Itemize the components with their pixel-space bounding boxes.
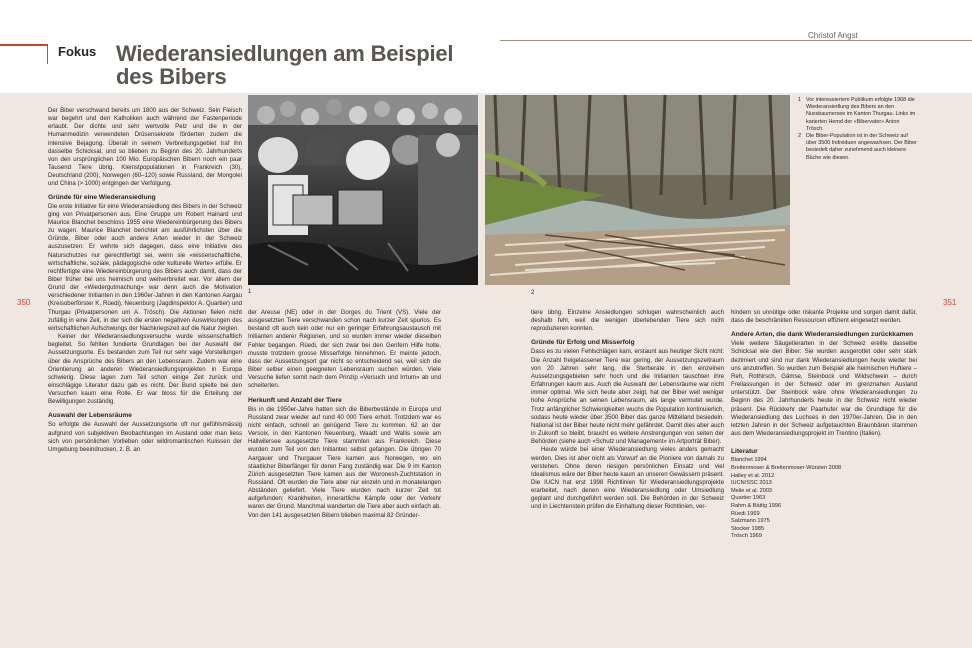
rubric-rule xyxy=(0,44,47,46)
photo-captions xyxy=(798,97,918,162)
paragraph: Die erste Initiative für eine Wiederansiedlung des Bibers in der Schweiz ging von Privatpersonen aus. Eine Gruppe um Robert Hainard und Maurice Blanchet beschloss 1955 eine Wiedereinbürgerung des Bibers zu wagen. Maurice Blanchet berichtet am ausführlichsten über die Gründe, Biber oder auch andere Arten wieder in der Schweiz auszusetzen: Er wehrte sich dagegen, dass eine Initiative des Naturschutzes nur gerechtfertigt sei, wenn sie «wissenschaftliche, wirtschaftliche, soziale, pädagogische oder kulturelle Werte» erfülle. Er rechtfertigte eine Wiedereinbürgerung des Bibers auch damit, dass der Biber früher bei uns heimisch und weitverbreitet war. Vor allem der Grund der «Wiedergutmachung» war denn auch die Motivation verschiedener Initianten in den 1960er-Jahren in den Kantonen Aargau (Kreisoberförster K. Rüedi), Neuenburg (Jagdinspektor A. Quartier) und Thurgau (Privatpersonen um A. Trösch). Die Aktionen fielen nicht zufällig in eine Zeit, in der sich die ersten negativen Auswirkungen des wirtschaftlichen Aufschwungs der Nachkriegszeit auf die Natur zeigten. xyxy=(48,202,242,332)
literature-item: Meile et al. 2003 xyxy=(731,487,773,494)
literature-item: Rahm & Bättig 1996 xyxy=(731,502,782,509)
author-name: Christof Angst xyxy=(808,31,858,40)
text-column-4 xyxy=(731,309,917,541)
text-column-1 xyxy=(48,107,242,454)
rubric-tick xyxy=(47,44,48,64)
rubric-label: Fokus xyxy=(58,44,97,59)
literature-item: Stocker 1985 xyxy=(731,525,764,532)
photo-beaver-release xyxy=(248,95,478,285)
caption-2: 2 Die Biber-Population ist in der Schweiz auf über 3500 Individuen angewachsen. Der Biber besiedelt daher zunehmend auch kleinere Bäche wie diesen. xyxy=(798,133,917,161)
text-column-2 xyxy=(248,309,441,520)
literature-item: Rüedi 1969 xyxy=(731,510,760,517)
literature-item: Halley et al. 2012 xyxy=(731,472,775,479)
title-line-1: Wiederansiedlungen am Beispiel xyxy=(116,41,454,66)
literature-item: Blanchet 1994 xyxy=(731,457,767,464)
paragraph: tiere übrig. Einzelne Ansiedlungen schlugen wahrscheinlich auch deshalb fehl, weil die wenigen überlebenden Tiere sich nicht reproduzieren konnten. xyxy=(531,309,724,333)
paragraph: der Areuse (NE) oder in der Gorges du Trient (VS). Viele der ausgesetzten Tiere verschwanden schon nach kurzer Zeit spurlos. Es bestand oft auch kein oder nur ein geringer Erfahrungsaustausch mit Initianten anderer Regionen, und so wurden immer wieder dieselben Fehler begangen. Rüedi, der sich zwar bei den Genfern Hilfe holte, musste trotzdem grosse Misserfolge hinnehmen. Er meinte jedoch, dass der Aussetzungsort gar nicht so entscheidend sei, weil sich die Biber selber einen geeigneten Lebensraum suchen würden. Viele Versuche liefen somit nach dem Prinzip «Versuch und Irrtum» ab und scheiterten. xyxy=(248,309,441,390)
literature-heading: Literatur xyxy=(731,448,758,456)
literature-item: Breitenmoser & Breitenmoser-Würsten 2008 xyxy=(731,464,842,471)
literature-item: IUCN/SSC 2013 xyxy=(731,480,772,487)
folio-left: 350 xyxy=(17,298,31,307)
heading-lebensraeume: Auswahl der Lebensräume xyxy=(48,412,132,420)
photo-beaver-dam-creek xyxy=(485,95,790,285)
title-line-2: des Bibers xyxy=(116,64,227,89)
paragraph: Dass es zu vielen Fehlschlägen kam, erstaunt aus heutiger Sicht nicht: Die Anzahl freigelassener Tiere war gering, der Aussetzungszeitraum von 20 Jahren sehr lang, die Sterberate in den einzelnen Aussetzungsgebieten sehr hoch und die Initianten tauschten ihre Erfahrungen kaum aus. Auch die Auswahl der Lebensräume war nicht immer optimal. Wie sich heute aber zeigt, hat der Biber weit weniger hohe Ansprüche an seinen Lebensraum, als lange vermutet wurde. Trotz anfänglicher Schwierigkeiten wuchs die Population kontinuierlich, sodass heute wieder über 3500 Biber das ganze Mittelland besiedeln. National ist der Biber heute nicht mehr gefährdet. Damit dies aber auch in Zukunft so bleibt, braucht es weitere Anstrengungen von seiten der Behörden (siehe auch «Schutz und Management» im Artporträt Biber). xyxy=(531,348,724,446)
folio-right: 351 xyxy=(943,298,957,307)
heading-herkunft: Herkunft und Anzahl der Tiere xyxy=(248,396,342,404)
text-column-3 xyxy=(531,309,724,512)
heading-gruende: Gründe für eine Wiederansiedlung xyxy=(48,193,156,201)
heading-erfolg: Gründe für Erfolg und Misserfolg xyxy=(531,339,635,347)
heading-andere-arten: Andere Arten, die dank Wiederansiedlungen zurückkamen xyxy=(731,331,914,339)
photo-2-number: 2 xyxy=(531,290,535,296)
page-title xyxy=(116,42,453,88)
literature-list xyxy=(731,448,917,541)
paragraph: Viele weitere Säugetierarten in der Schweiz ereilte dasselbe Schicksal wie den Biber: Sie wurden ausgerottet oder sehr stark dezimiert und sind nur dank Wiederansiedlungen heute wieder bei uns anzutreffen. So wurden zum Beispiel alle heimischen Huftiere – Reh, Rothirsch, Gämse, Steinbock und Wildschwein – durch Freilassungen in der Schweiz oder im grenznahen Ausland unterstützt. Der Steinbock wäre ohne Wiederansiedlungen zu Beginn des 20. Jahrhunderts heute in der Schweiz nicht wieder präsent. Die Rückkehr der Paarhufer war die Grundlage für die Wiederansiedlung des Luchses in den 1970er-Jahren. Die in den letzten Jahren in der Schweiz aufgetauchten Braunbären stammen aus dem Wiederansiedlungsprojekt im Trentino (Italien). xyxy=(731,340,917,438)
literature-item: Salzmann 1975 xyxy=(731,518,770,525)
intro-paragraph: Der Biber verschwand bereits um 1800 aus der Schweiz. Sein Fleisch war begehrt und den Katholiken auch während der Fastenperiode erlaubt. Der dichte und sehr wertvolle Pelz und die in der Humanmedizin verwendeten Drüsensekrete förderten zudem die intensive Bejagung. Überall in seinem Verbreitungsgebiet traf ihn dasselbe Schicksal, und so blieben zu Beginn des 20. Jahrhunderts von den ursprünglichen 100 Mio. Europäischen Bibern noch ein paar Tausend Tiere übrig. Kleinstpopulationen in Frankreich (30), Deutschland (200), Norwegen (60–120) sowie Russland, der Mongolei und China (> 1000) entgingen der Verfolgung. xyxy=(48,107,242,188)
paragraph: So erfolgte die Auswahl der Aussetzungsorte oft nur gefühlsmässig aufgrund von subjektiven Beobachtungen im Ausland oder man liess sich von persönlichen Vorlieben oder wildromantischen Kulissen der Umgebung beeindrucken, z. B. an xyxy=(48,421,242,453)
literature-item: Quartier 1963 xyxy=(731,495,766,502)
paragraph: Keiner der Wiederansiedlungsversuche wurde wissenschaftlich begleitet. So fehlten fundierte Grundlagen bei der Auswahl der Aussetzungsorte. Es bestanden zum Teil nur sehr vage Vorstellungen über die Ansprüche des Bibers an den Lebensraum. Zudem war eine Orientierung an anderen Wiederansiedlungsprojekten in Europa schwierig. Diese lagen zum Teil schon einige Zeit zurück und einschlägige Literatur dazu gab es nicht. Der Bund spielte bei den Versuchen kaum eine Rolle. Er war bloss für die Erteilung der Bewilligungen zuständig. xyxy=(48,333,242,406)
caption-1: 1 Vor interessiertem Publikum erfolgte 1968 die Wiederansiedlung des Bibers an den Nussbaumersee im Kanton Thurgau. Links im karierten Hemd der «Bibervater» Anton Trösch. xyxy=(798,97,916,132)
paragraph: Bis in die 1950er-Jahre hatten sich die Biberbestände in Europa und Russland zwar wieder auf rund 40 000 Tiere erholt. Trotzdem war es nicht einfach, schnell an genügend Tiere zu kommen. 62 an der Versoix, in den Kantonen Neuenburg, Waadt und Wallis sowie am Hallwilersee ausgesetzte Tiere stammten aus Frankreich. Diese wurden zum Teil von den Initianten selbst gefangen. Die übrigen 70 Aargauer und Thurgauer Tiere kamen aus Norwegen, wo ein staatlicher Biberfänger für deren Fang zuständig war. Die 9 im Kanton Zürich ausgesetzten Tiere kamen aus der Woronesh-Zuchtstation in Russland. Oft wurden die Tiere aber nur einzeln und in monatelangen Abständen geliefert. Viele Tiere wurden nach kurzer Zeit tot aufgefunden: Krankheiten, innerartliche Kämpfe oder der Verkehr waren der Grund. Manchmal wanderten die Tiere aber auch einfach ab. Von den 141 ausgesetzten Bibern blieben maximal 82 Gründer- xyxy=(248,405,441,519)
paragraph: hindern so unnötige oder riskante Projekte und sorgen damit dafür, dass die beschränkten Ressourcen effizient eingesetzt werden. xyxy=(731,309,917,325)
author-rule xyxy=(500,40,972,41)
paragraph: Heute würde bei einer Wiederansiedlung vieles anders gemacht werden. Dies ist aber nicht als Vorwurf an die Pioniere von damals zu verstehen. Ohne deren riesigen persönlichen Einsatz und viel Idealismus wäre der Biber heute kaum an unseren Gewässern präsent. Die IUCN hat erst 1998 Richtlinien für Wiederansiedlungsprojekte erarbeitet, nach denen eine Wiederansiedlung oder Umsiedlung geplant und durchgeführt werden soll. Die Behörden in der Schweiz und in Liechtenstein prüfen die Einhaltung dieser Richtlinien, ver- xyxy=(531,446,724,511)
literature-item: Trösch 1969 xyxy=(731,533,762,540)
photo-1-number: 1 xyxy=(248,289,252,295)
